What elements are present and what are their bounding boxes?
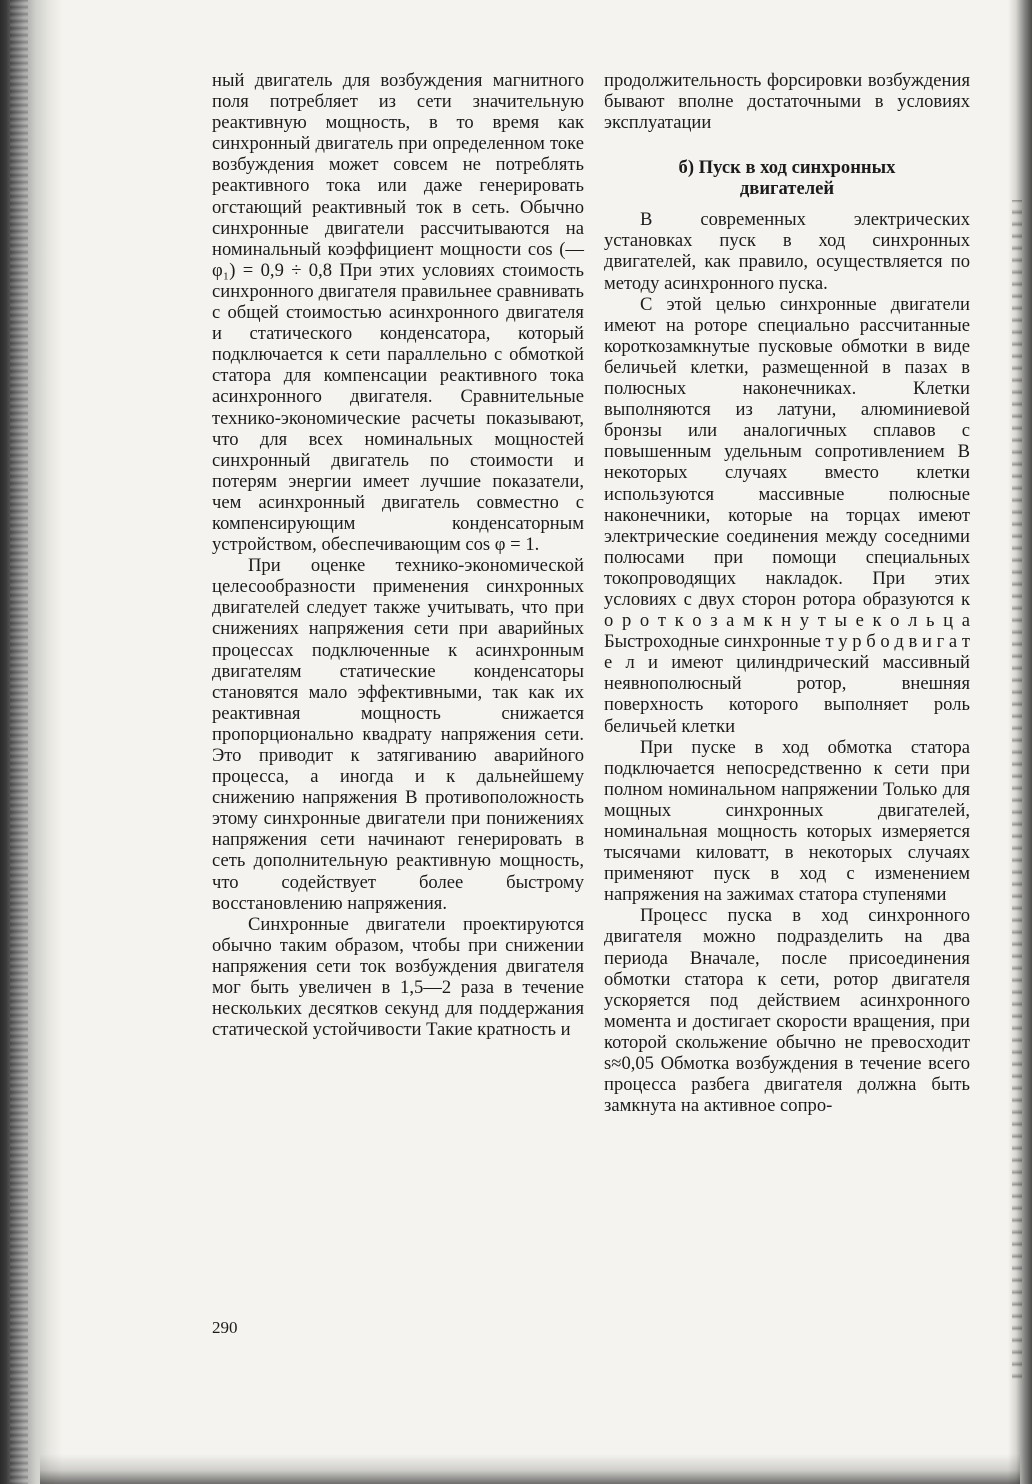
left-paragraph-1: ный двигатель для возбуждения магнитного поля потребляет из сети значительную реактивную мощность, в то время как синхронный двигатель при определенном токе возбуждения может совсем не потреблять реактивного тока или даже генерировать огстающий реактивный ток в сеть. Обычно синхронные двигатели рассчитываются на номинальный коэффициент мощности cos (—φ₁) = 0,9 ÷ 0,8 При этих условиях стоимость синхронного двигателя правильнее сравнивать с общей стоимостью асинхронного двигателя и статического конденсатора, который подключается к сети параллельно с обмоткой статора для компенсации реактивного тока асинхронного двигателя. Сравнительные технико-экономические расчеты показывают, что для всех номинальных мощностей синхронный двигатель по стоимости и потерям энергии имеет лучшие показатели, чем асинхронный двигатель совместно с компенсирующим конденсаторным устройством, обеспечивающим cos φ = 1. xyxy=(212,70,584,556)
right-paragraph-3: При пуске в ход обмотка статора подключается непосредственно к сети при полном номинальном напряжении Только для мощных синхронных двигателей, номинальная мощность которых измеряется тысячами киловатт, в некоторых случаях применяют пуск в ход с изменением напряжения на зажимах статора ступенями xyxy=(604,736,970,906)
section-heading: б) Пуск в ход синхронных двигателей xyxy=(678,157,896,200)
scan-bottom-edge xyxy=(40,1454,1020,1484)
right-intro-paragraph: продолжительность форсировки возбуждения бывают вполне достаточными в условиях эксплуатации xyxy=(604,70,970,134)
right-paragraph-1: В современных электрических установках пуск в ход синхронных двигателей, как правило, осуществляется по методу асинхронного пуска. xyxy=(604,209,970,294)
page-number: 290 xyxy=(212,1318,238,1337)
scan-binding-shadow xyxy=(0,0,62,1484)
right-paragraph-4: Процесс пуска в ход синхронного двигателя можно подразделить на два периода Вначале, после присоединения обмотки статора к сети, ротор двигателя ускоряется под действием асинхронного момента и достигает скорости вращения, при которой скольжение обычно не превосходит s≈0,05 Обмотка возбуждения в течение всего процесса разбега двигателя должна быть замкнута на активное сопро- xyxy=(604,905,970,1117)
left-paragraph-3: Синхронные двигатели проектируются обычно таким образом, чтобы при снижении напряжения сети ток возбуждения двигателя мог быть увеличен в 1,5—2 раза в течение нескольких десятков секунд для поддержания статической устойчивости Такие кратность и xyxy=(212,913,584,1041)
left-column xyxy=(212,70,584,1040)
right-column xyxy=(604,70,970,1116)
scan-right-edge xyxy=(1008,0,1032,1484)
left-paragraph-2: При оценке технико-экономической целесообразности применения синхронных двигателей следует также учитывать, что при снижениях напряжения сети при аварийных процессах подключенные к асинхронным двигателям статические конденсаторы становятся мало эффективными, так как их реактивная мощность снижается пропорционально квадрату напряжения сети. Это приводит к затягиванию аварийного процесса, а иногда и к дальнейшему снижению напряжения В противоположность этому синхронные двигатели при понижениях напряжения сети начинают генерировать в сеть дополнительную реактивную мощность, что содействует более быстрому восстановлению напряжения. xyxy=(212,555,584,914)
right-paragraph-2: С этой целью синхронные двигатели имеют на роторе специально рассчитанные короткозамкнутые пусковые обмотки в виде беличьей клетки, размещенной в пазах в полюсных наконечниках. Клетки выполняются из латуни, алюминиевой бронзы или аналогичных сплавов с повышенным удельным сопротивлением В некоторых случаях вместо клетки используются массивные полюсные наконечники, которые на торцах имеют электрические соединения между соседними полюсами при помощи специальных токопроводящих накладок. При этих условиях с двух сторон ротора образуются к о р о т к о з а м к н у т ы е к о л ь ц а Быстроходные синхронные т у р б о д в и г а т е л и имеют цилиндрический массивный неявнополюсный ротор, внешняя поверхность которого выполняет роль беличьей клетки xyxy=(604,293,970,737)
